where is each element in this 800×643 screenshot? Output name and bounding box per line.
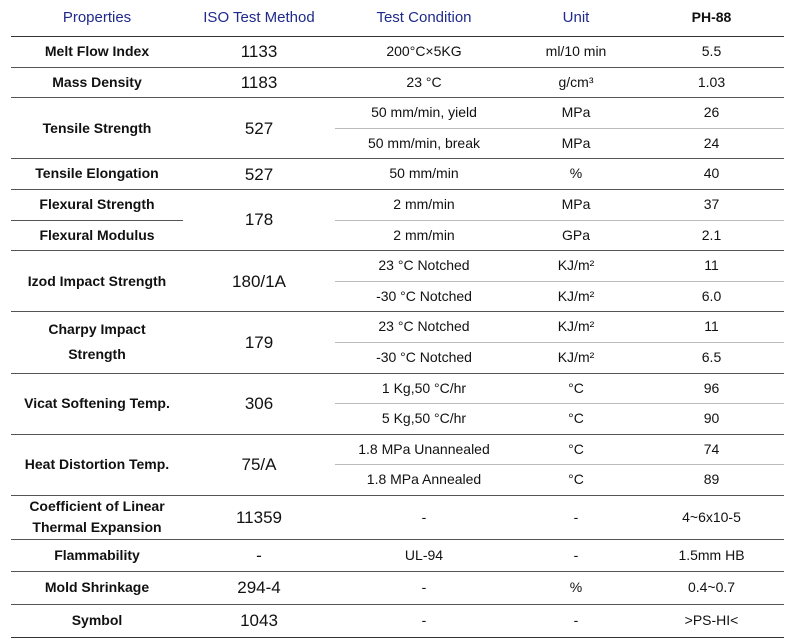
value: 5.5 — [639, 37, 784, 68]
test-condition: 50 mm/min — [335, 159, 513, 190]
value: 4~6x10-5 — [639, 495, 784, 539]
table-row — [11, 571, 784, 604]
value: 40 — [639, 159, 784, 190]
header-unit: Unit — [513, 0, 639, 37]
test-condition: - — [335, 495, 513, 539]
unit: MPa — [513, 98, 639, 129]
table-row — [11, 37, 784, 68]
value: 89 — [639, 465, 784, 496]
value: 96 — [639, 373, 784, 404]
header-product: PH-88 — [639, 0, 784, 37]
property-name: Izod Impact Strength — [11, 251, 183, 312]
value: 74 — [639, 434, 784, 465]
iso-method: 178 — [183, 189, 335, 250]
iso-method: - — [183, 539, 335, 571]
iso-method: 1183 — [183, 67, 335, 98]
property-name: Flexural Strength — [11, 189, 183, 220]
test-condition: 2 mm/min — [335, 220, 513, 251]
value: 26 — [639, 98, 784, 129]
unit: ml/10 min — [513, 37, 639, 68]
table-row — [11, 159, 784, 190]
header-test-condition: Test Condition — [335, 0, 513, 37]
property-name: Vicat Softening Temp. — [11, 373, 183, 434]
property-name-line2: Strength — [68, 346, 126, 363]
header-row — [11, 0, 784, 37]
property-name: Mold Shrinkage — [11, 571, 183, 604]
table-row — [11, 98, 784, 129]
test-condition: 1.8 MPa Unannealed — [335, 434, 513, 465]
properties-table — [11, 0, 784, 638]
unit: % — [513, 571, 639, 604]
iso-method: 527 — [183, 98, 335, 159]
test-condition: 1.8 MPa Annealed — [335, 465, 513, 496]
value: 24 — [639, 128, 784, 159]
unit: g/cm³ — [513, 67, 639, 98]
test-condition: 23 °C Notched — [335, 251, 513, 282]
value: 2.1 — [639, 220, 784, 251]
test-condition: -30 °C Notched — [335, 281, 513, 312]
test-condition: 23 °C Notched — [335, 312, 513, 343]
unit: - — [513, 495, 639, 539]
unit: KJ/m² — [513, 281, 639, 312]
property-name: Tensile Strength — [11, 98, 183, 159]
unit: °C — [513, 465, 639, 496]
test-condition: 50 mm/min, break — [335, 128, 513, 159]
property-name: Flammability — [11, 539, 183, 571]
value: 90 — [639, 404, 784, 435]
test-condition: UL-94 — [335, 539, 513, 571]
iso-method: 75/A — [183, 434, 335, 495]
value: 11 — [639, 251, 784, 282]
value: 0.4~0.7 — [639, 571, 784, 604]
iso-method: 11359 — [183, 495, 335, 539]
table-row — [11, 67, 784, 98]
unit: % — [513, 159, 639, 190]
test-condition: - — [335, 571, 513, 604]
property-name: Mass Density — [11, 67, 183, 98]
iso-method: 294-4 — [183, 571, 335, 604]
table-row — [11, 251, 784, 282]
property-name: Tensile Elongation — [11, 159, 183, 190]
unit: GPa — [513, 220, 639, 251]
table-row — [11, 373, 784, 404]
property-name: Flexural Modulus — [11, 220, 183, 251]
unit: KJ/m² — [513, 251, 639, 282]
test-condition: 2 mm/min — [335, 189, 513, 220]
unit: °C — [513, 373, 639, 404]
property-name: Heat Distortion Temp. — [11, 434, 183, 495]
property-name: Melt Flow Index — [11, 37, 183, 68]
iso-method: 527 — [183, 159, 335, 190]
test-condition: 50 mm/min, yield — [335, 98, 513, 129]
unit: KJ/m² — [513, 312, 639, 343]
unit: °C — [513, 404, 639, 435]
test-condition: 1 Kg,50 °C/hr — [335, 373, 513, 404]
test-condition: 23 °C — [335, 67, 513, 98]
unit: °C — [513, 434, 639, 465]
test-condition: 200°C×5KG — [335, 37, 513, 68]
iso-method: 180/1A — [183, 251, 335, 312]
table-row — [11, 434, 784, 465]
unit: KJ/m² — [513, 342, 639, 373]
test-condition: 5 Kg,50 °C/hr — [335, 404, 513, 435]
property-name-line1: Charpy Impact — [48, 320, 146, 337]
iso-method: 306 — [183, 373, 335, 434]
value: 1.5mm HB — [639, 539, 784, 571]
property-name — [11, 312, 183, 373]
header-iso-method: ISO Test Method — [183, 0, 335, 37]
table-row — [11, 189, 784, 220]
unit: - — [513, 539, 639, 571]
table-row — [11, 539, 784, 571]
value: 6.5 — [639, 342, 784, 373]
value: 11 — [639, 312, 784, 343]
table-row — [11, 312, 784, 343]
iso-method: 1133 — [183, 37, 335, 68]
value: 37 — [639, 189, 784, 220]
iso-method: 1043 — [183, 604, 335, 637]
value: 6.0 — [639, 281, 784, 312]
table-row — [11, 604, 784, 637]
property-name-line2: Thermal Expansion — [32, 519, 162, 536]
test-condition: - — [335, 604, 513, 637]
unit: MPa — [513, 128, 639, 159]
unit: - — [513, 604, 639, 637]
property-name-line1: Coefficient of Linear — [29, 497, 165, 514]
header-properties: Properties — [11, 0, 183, 37]
test-condition: -30 °C Notched — [335, 342, 513, 373]
table-row — [11, 495, 784, 539]
value: 1.03 — [639, 67, 784, 98]
unit: MPa — [513, 189, 639, 220]
table-row — [11, 220, 784, 251]
property-name — [11, 495, 183, 539]
iso-method: 179 — [183, 312, 335, 373]
property-name: Symbol — [11, 604, 183, 637]
value: >PS-HI< — [639, 604, 784, 637]
